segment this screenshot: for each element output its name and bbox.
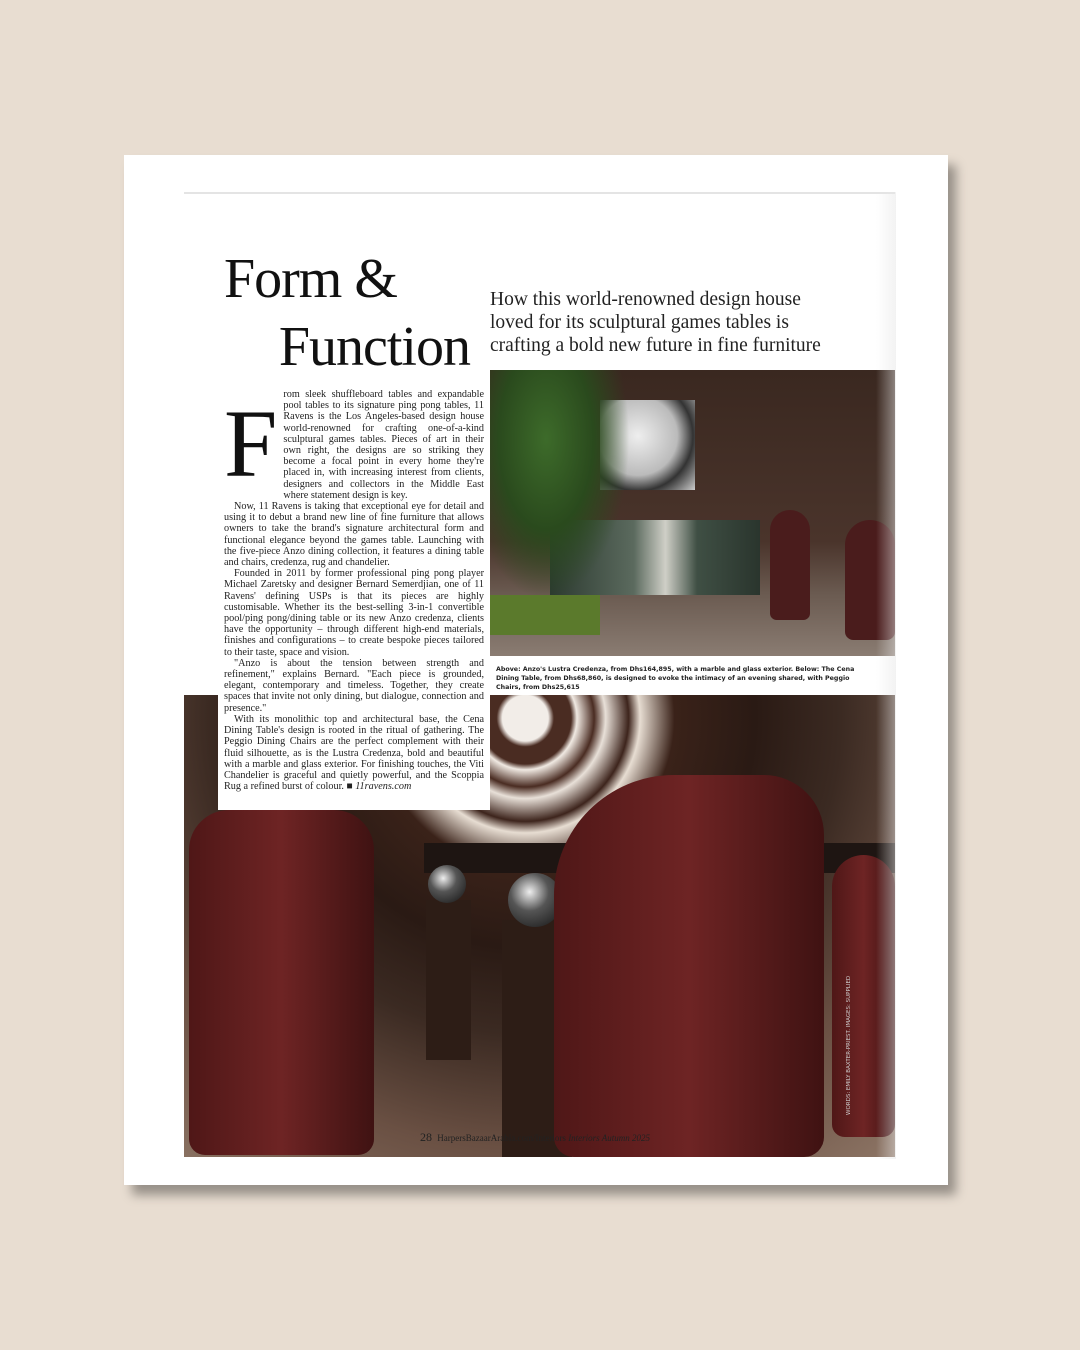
palm-plant [490, 370, 630, 600]
chair [770, 510, 810, 620]
issue: Interiors Autumn 2025 [568, 1133, 651, 1143]
headline-line-1: Form & [224, 248, 397, 310]
paragraph: With its monolithic top and architectural base, the Cena Dining Table's design is rooted in the ritual of gathering. The Peggio Dining Chairs are the perfect complement with their fluid silhouette, as is the Lustra Credenza, bold and beautiful with a marble and glass exterior. For finishing touches, the Viti Chandelier is graceful and quietly powerful, and the Scoppia Rug a refined burst of colour. ■ [224, 713, 484, 793]
drop-cap: F [224, 390, 278, 497]
photo-caption: Above: Anzo's Lustra Credenza, from Dhs164,895, with a marble and glass exterior. Below: The Cena Dining Table, from Dhs68,860, is designed to evoke the intimacy of an evening shared, with Peggio Chairs, from Dhs25,615 [496, 666, 855, 691]
magazine-page [124, 155, 948, 1185]
top-rule [184, 192, 895, 194]
publication-url: HarpersBazaarArabia.com/Interiors [437, 1133, 566, 1143]
paragraph: Now, 11 Ravens is taking that exceptional eye for detail and using it to debut a brand new line of fine furniture that allows owners to take the brand's signature architectural form and functional elegance beyond the games table. Launching with the five-piece Anzo dining collection, it features a dining table and chairs, credenza, rug and chandelier. [224, 501, 484, 569]
website-link[interactable]: 11ravens.com [355, 781, 412, 793]
moss-planter [490, 595, 600, 635]
sphere [428, 865, 466, 903]
standfirst: How this world-renowned design house loved for its sculptural games tables is crafting a bold new future in fine furniture [490, 289, 821, 356]
page-number: 28 [420, 1130, 432, 1144]
article-body [218, 385, 490, 810]
headline-line-2: Function [278, 316, 470, 378]
paragraph: rom sleek shuffleboard tables and expandable pool tables to its signature ping pong tables, 11 Ravens is the Los Angeles-based design house world-renowned for crafting one-of-a-kind sculptural games tables. Pieces of art in their own right, the designs are so striking they become a focal point in every home they're placed in, with increasing interest from clients, designers and collectors in the Middle East where statement design is key. [283, 389, 484, 501]
dining-chair [189, 810, 374, 1155]
paragraph: "Anzo is about the tension between strength and refinement," explains Bernard. "Each piece is grounded, elegant, contemporary and timeless. Together, they create spaces that invite not only dining, but dialogue, connection and presence." [224, 657, 484, 714]
photo-credit: WORDS: EMILY BAXTER-PRIEST. IMAGES: SUPPLIED [846, 975, 852, 1115]
credenza-photo [490, 370, 895, 656]
pedestal [426, 900, 471, 1060]
dining-chair [554, 775, 824, 1157]
page-curl-shade [876, 192, 896, 1159]
folio [420, 1130, 650, 1145]
paragraph: Founded in 2011 by former professional ping pong player Michael Zaretsky and designer Bernard Semerdjian, one of 11 Ravens' defining USPs is that its pieces are highly customisable. Whether its the best-selling 3-in-1 convertible pool/ping pong/dining table or its new Anzo credenza, clients have the opportunity – through different high-end materials, finishes and configurations – to create bespoke pieces tailored to their taste, space and vision. [224, 568, 484, 658]
